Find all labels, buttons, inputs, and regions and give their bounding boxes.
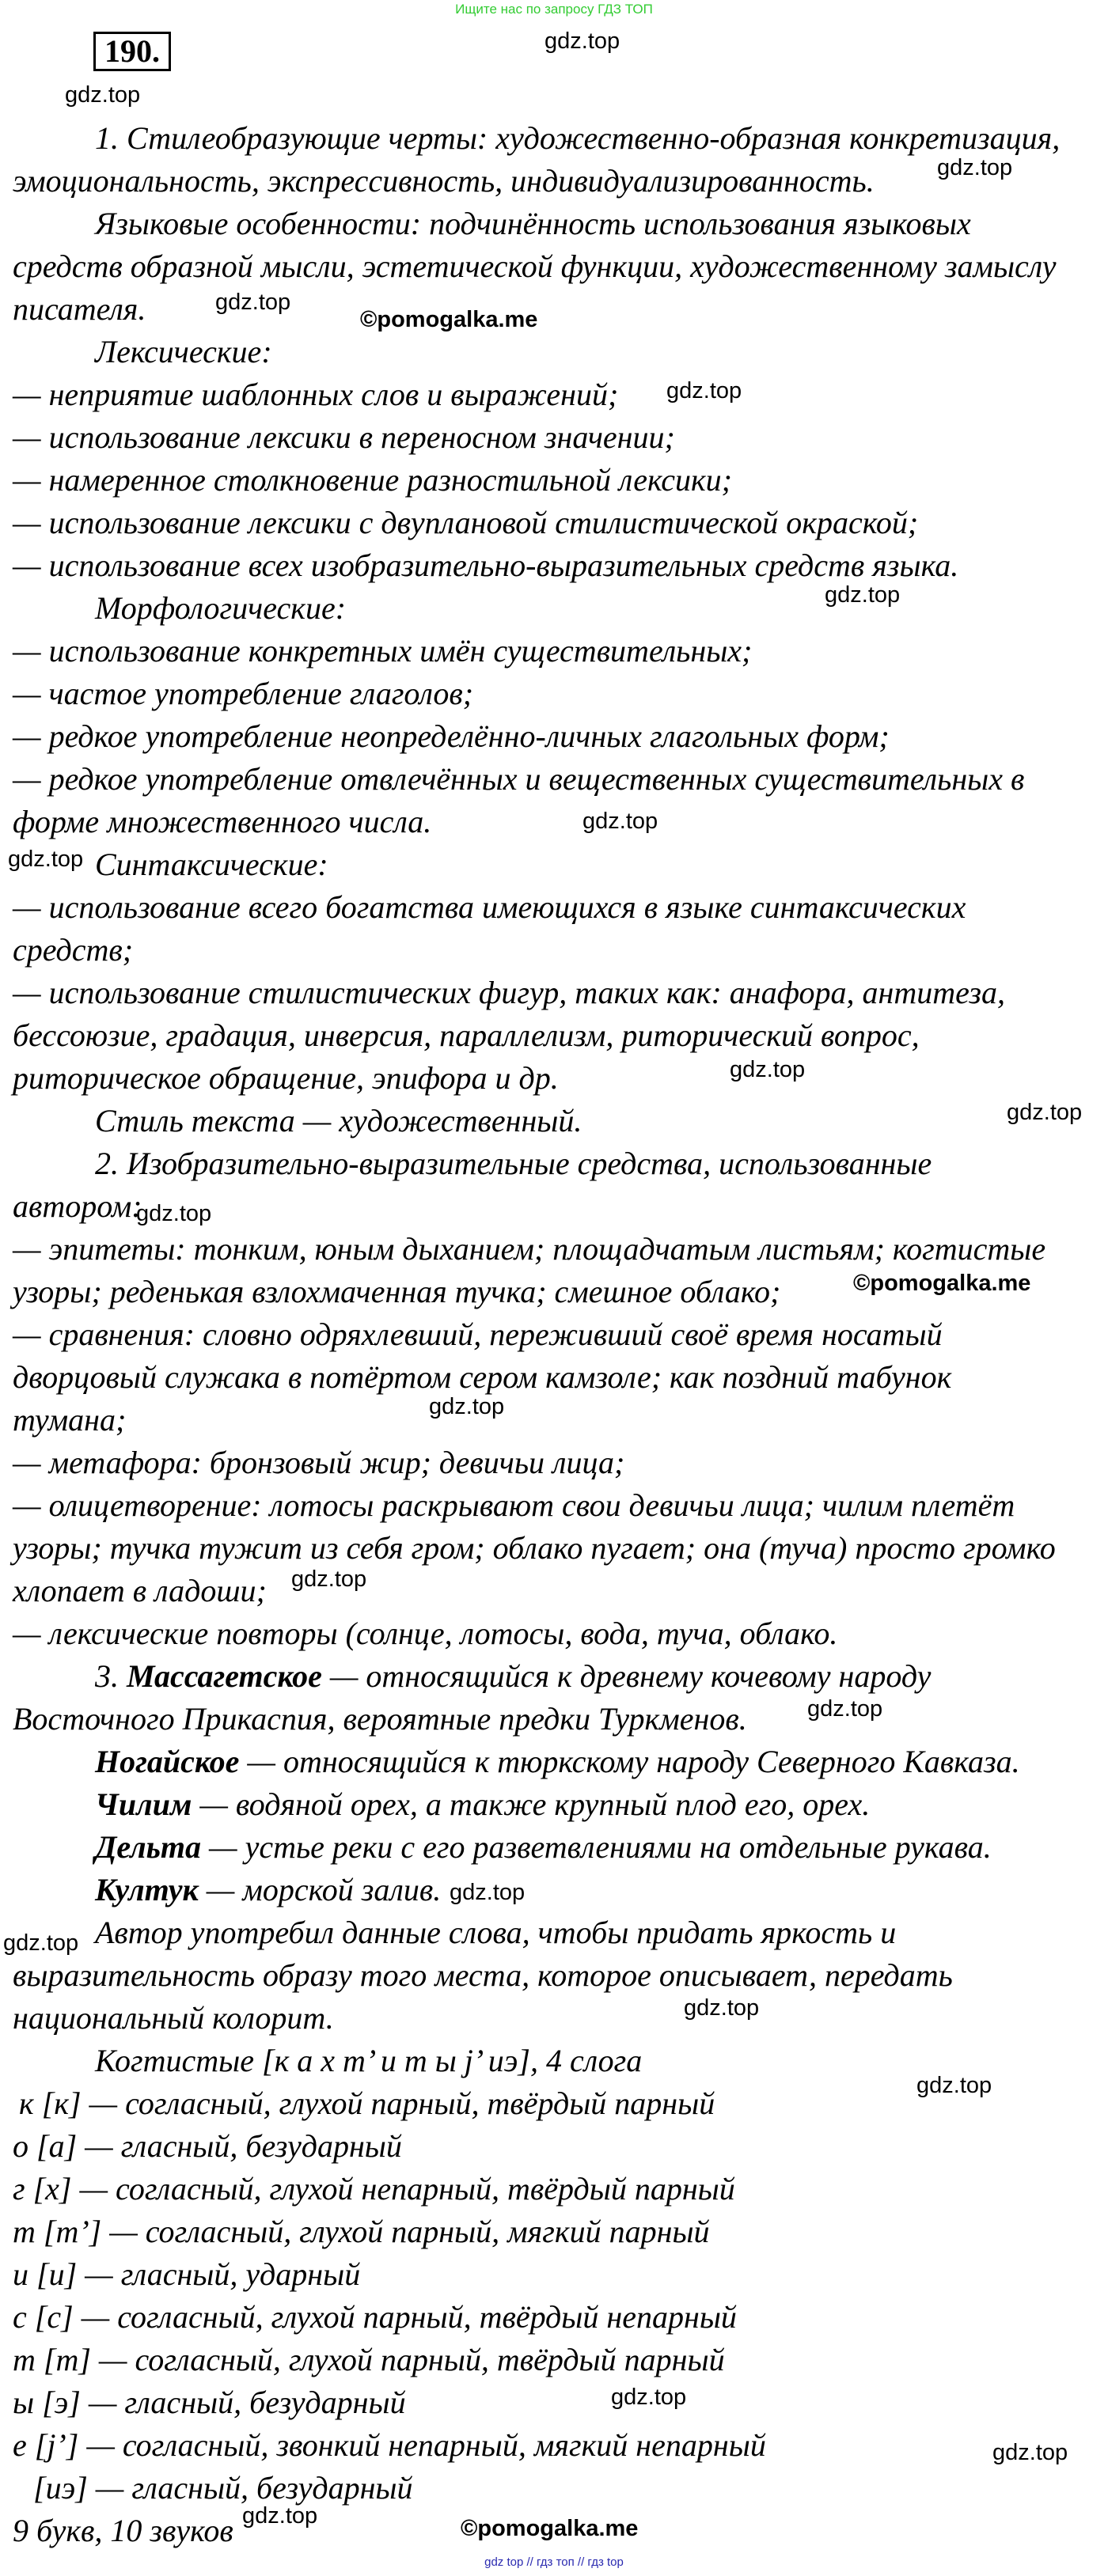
text-line: узоры; тучка тужит из себя гром; облако пугает; она (туча) просто громко [13, 1530, 1056, 1566]
text-line: писателя. [13, 291, 146, 327]
text-line: выразительность образу того места, которое описывает, передать [13, 1957, 953, 1993]
watermark: gdz.top [215, 290, 291, 315]
phonetic-row: г [х] — согласный, глухой непарный, твёрдый парный [13, 2171, 735, 2207]
text-line: средств образной мысли, эстетической функции, художественному замыслу [13, 248, 1057, 284]
text-line: 1. Стилеобразующие черты: художественно-образная конкретизация, [95, 120, 1061, 156]
list-item: — использование конкретных имён существительных; [13, 633, 753, 669]
definition-term: Култук [95, 1872, 199, 1907]
definition-term: Ногайское [95, 1744, 240, 1779]
watermark: gdz.top [291, 1566, 367, 1592]
top-banner: Ищите нас по запросу ГДЗ ТОП [455, 2, 653, 17]
text-line: Языковые особенности: подчинённость использования языковых [95, 206, 971, 241]
text-line: Восточного Прикаспия, вероятные предки Туркменов. [13, 1701, 747, 1737]
watermark: gdz.top [916, 2073, 992, 2098]
copyright-watermark: ©pomogalka.me [461, 2516, 639, 2541]
watermark: gdz.top [136, 1201, 212, 1226]
definition-line [13, 1655, 1097, 1698]
text-line: средств; [13, 932, 134, 968]
watermark: gdz.top [582, 809, 658, 834]
watermark: gdz.top [3, 1930, 79, 1956]
text-line: 2. Изобразительно-выразительные средства, использованные [95, 1146, 932, 1181]
definition-text: — относящийся к древнему кочевому народу [321, 1658, 932, 1694]
text-line: дворцовый служака в потёртом сером камзоле; как поздний табунок [13, 1359, 952, 1395]
text-line: Автор употребил данные слова, чтобы придать яркость и [95, 1915, 897, 1950]
list-item: — метафора: бронзовый жир; девичьи лица; [13, 1445, 625, 1480]
definition-text: — морской залив. [198, 1872, 442, 1907]
definition-term: Чилим [95, 1786, 192, 1822]
text-line: автором: [13, 1188, 142, 1224]
watermark: gdz.top [1007, 1100, 1083, 1125]
definition-line [13, 1826, 1097, 1869]
watermark: gdz.top [807, 1696, 883, 1722]
watermark: gdz.top [730, 1057, 806, 1082]
definition-text: — устье реки с его разветвлениями на отдельные рукава. [201, 1829, 992, 1865]
watermark: gdz.top [65, 82, 141, 108]
copyright-watermark: ©pomogalka.me [360, 307, 538, 332]
phonetic-row: [иэ] — гласный, безударный [33, 2470, 413, 2506]
phonetic-row: ы [э] — гласный, безударный [13, 2385, 406, 2420]
watermark: gdz.top [992, 2440, 1068, 2465]
list-item: — использование стилистических фигур, таких как: анафора, антитеза, [13, 975, 1005, 1010]
text-line: национальный колорит. [13, 2000, 334, 2036]
watermark: gdz.top [937, 155, 1013, 180]
text-line: эмоциональность, экспрессивность, индивидуализированность. [13, 163, 875, 199]
text-line: хлопает в ладоши; [13, 1573, 267, 1608]
copyright-watermark: ©pomogalka.me [853, 1271, 1031, 1296]
section-heading: Синтаксические: [95, 847, 328, 882]
text-line: тумана; [13, 1402, 127, 1438]
watermark: gdz.top [666, 378, 742, 403]
list-item: — редкое употребление отвлечённых и вещественных существительных в [13, 761, 1025, 797]
list-item: — редкое употребление неопределённо-личных глагольных форм; [13, 718, 890, 754]
list-item: — намеренное столкновение разностильной лексики; [13, 462, 732, 498]
list-item: — частое употребление глаголов; [13, 676, 474, 711]
list-item: — сравнения: словно одряхлевший, переживший своё время носатый [13, 1316, 943, 1352]
watermark: gdz.top [450, 1880, 526, 1905]
list-item: — использование лексики в переносном значении; [13, 419, 675, 455]
definition-number: 3. [95, 1658, 119, 1694]
watermark: gdz.top [684, 1995, 760, 2021]
phonetic-row: т [т] — согласный, глухой парный, твёрдый парный [13, 2342, 725, 2377]
summary-line: 9 букв, 10 звуков [13, 2513, 233, 2548]
watermark: gdz.top [611, 2385, 687, 2410]
text-line: риторическое обращение, эпифора и др. [13, 1060, 559, 1096]
list-item: — использование всего богатства имеющихся в языке синтаксических [13, 889, 966, 925]
watermark: gdz.top [8, 847, 84, 872]
text-line: Стиль текста — художественный. [95, 1103, 582, 1138]
definition-line [13, 1783, 1097, 1826]
phonetic-row: к [к] — согласный, глухой парный, твёрдый парный [19, 2085, 715, 2121]
phonetic-row: о [а] — гласный, безударный [13, 2128, 402, 2164]
definition-term: Массагетское [127, 1658, 322, 1694]
answer-text [13, 117, 1097, 2552]
list-item: — неприятие шаблонных слов и выражений; [13, 377, 619, 412]
list-item: — использование лексики с двуплановой стилистической окраской; [13, 505, 919, 540]
bottom-banner: gdz top // гдз топ // гдз top [484, 2555, 624, 2569]
phonetic-row: с [с] — согласный, глухой парный, твёрдый непарный [13, 2299, 737, 2335]
list-item: — лексические повторы (солнце, лотосы, вода, туча, облако. [13, 1616, 838, 1651]
text-line: бессоюзие, градация, инверсия, параллелизм, риторический вопрос, [13, 1017, 920, 1053]
definition-text: — водяной орех, а также крупный плод его, орех. [192, 1786, 871, 1822]
list-item: — олицетворение: лотосы раскрывают свои девичьи лица; чилим плетёт [13, 1487, 1015, 1523]
task-number: 190. [93, 32, 171, 71]
watermark: gdz.top [242, 2503, 318, 2529]
phonetic-row: т [т’] — согласный, глухой парный, мягкий парный [13, 2214, 710, 2249]
text-line: форме множественного числа. [13, 804, 432, 839]
list-item: — использование всех изобразительно-выразительных средств языка. [13, 547, 959, 583]
text-line: узоры; реденькая взлохмаченная тучка; смешное облако; [13, 1274, 781, 1309]
definition-term: Дельта [95, 1829, 202, 1865]
watermark: gdz.top [825, 582, 901, 608]
definition-text: — относящийся к тюркскому народу Северного Кавказа. [239, 1744, 1020, 1779]
watermark: gdz.top [545, 28, 620, 54]
phonetic-row: е [j’] — согласный, звонкий непарный, мягкий непарный [13, 2427, 766, 2463]
phonetic-row: и [и] — гласный, ударный [13, 2256, 361, 2292]
phonetic-heading: Когтистые [к а х т’ и т ы j’ иэ], 4 слога [95, 2043, 643, 2078]
section-heading: Морфологические: [95, 590, 347, 626]
list-item: — эпитеты: тонким, юным дыханием; площадчатым листьям; когтистые [13, 1231, 1046, 1267]
definition-line [13, 1869, 1097, 1911]
definition-line [13, 1741, 1097, 1783]
section-heading: Лексические: [95, 334, 272, 369]
watermark: gdz.top [429, 1394, 505, 1419]
